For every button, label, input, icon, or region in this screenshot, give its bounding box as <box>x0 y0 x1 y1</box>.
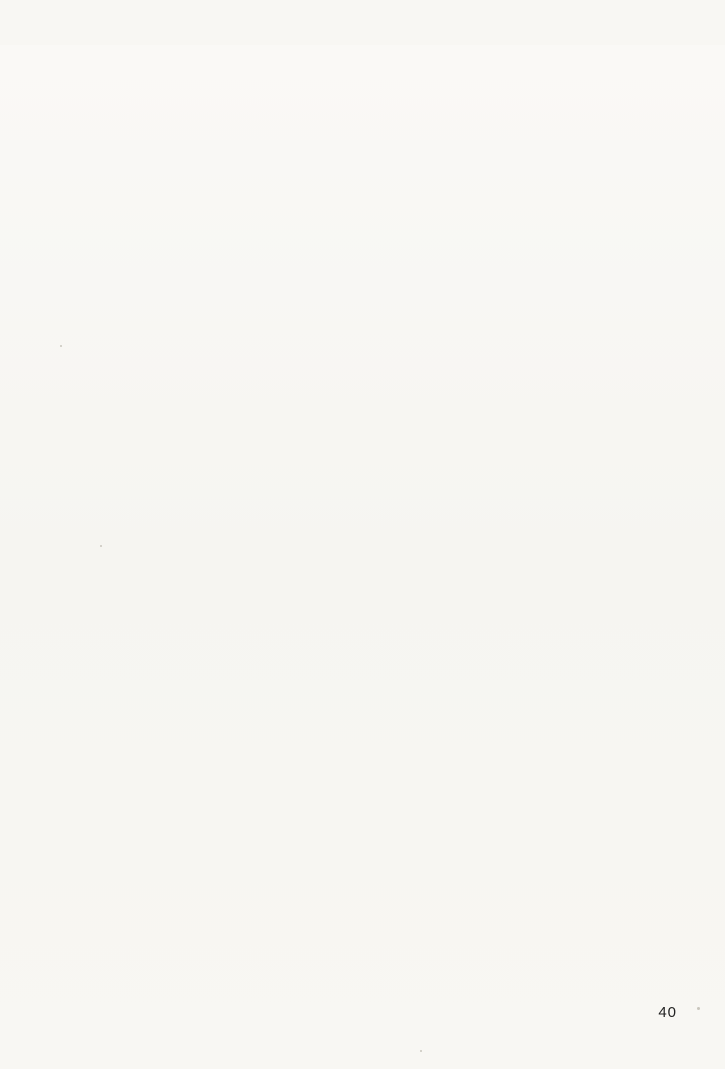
scan-speck <box>60 345 62 347</box>
scanned-page-background <box>0 45 725 1069</box>
scan-speck <box>100 545 102 547</box>
scan-speck <box>420 1050 422 1052</box>
page-number: 40 <box>658 1004 677 1021</box>
scan-speck <box>697 1007 700 1010</box>
